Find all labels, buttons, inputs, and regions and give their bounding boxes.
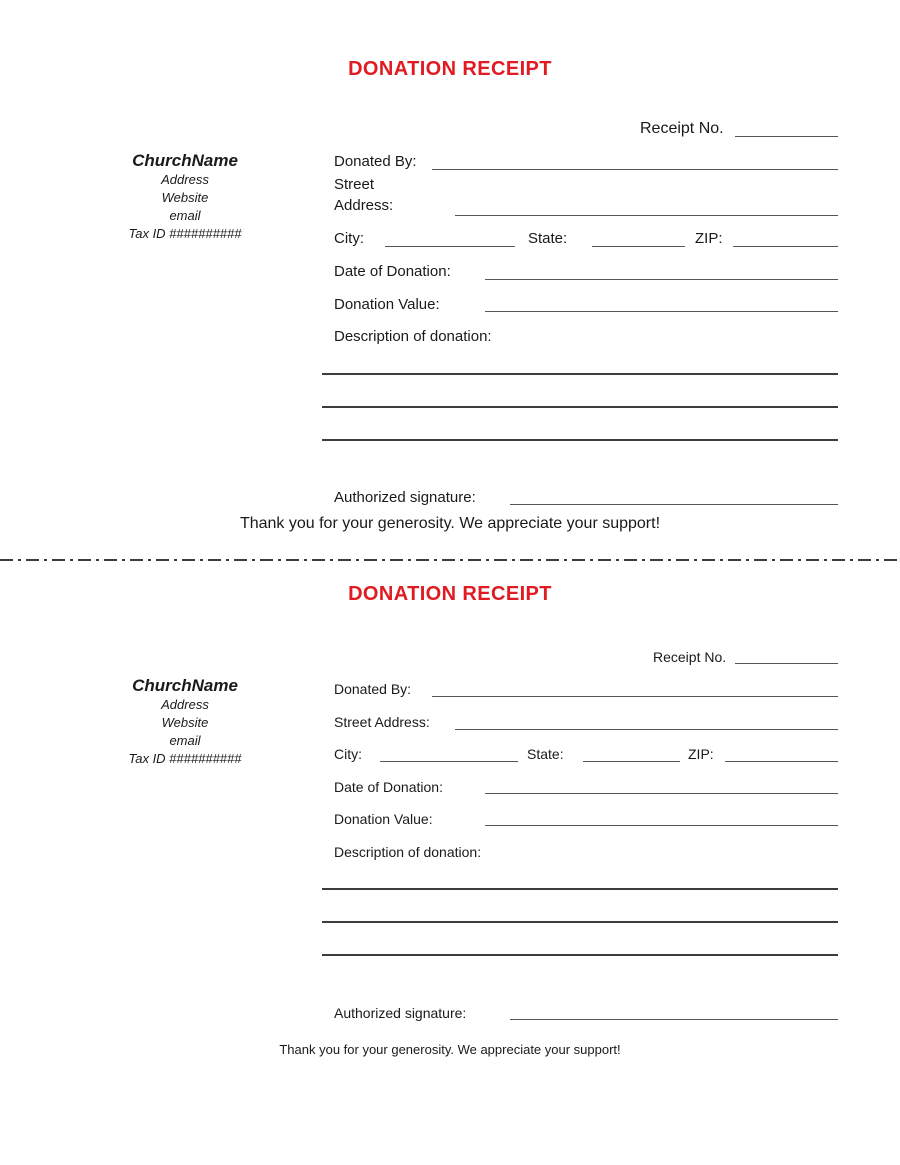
church-address: Address	[161, 697, 209, 712]
donated-by-field[interactable]	[432, 696, 838, 697]
state-field[interactable]	[592, 246, 685, 247]
description-line-1[interactable]	[322, 373, 838, 375]
donation-value-label: Donation Value:	[334, 811, 433, 827]
church-website: Website	[161, 715, 209, 730]
street-address-field[interactable]	[455, 215, 838, 216]
date-of-donation-field[interactable]	[485, 279, 838, 280]
donated-by-label: Donated By:	[334, 153, 417, 170]
zip-field[interactable]	[725, 761, 838, 762]
description-label: Description of donation:	[334, 328, 492, 345]
receipt-no-label: Receipt No.	[640, 120, 724, 137]
thank-you-text: Thank you for your generosity. We appreciate your support!	[279, 1042, 621, 1057]
cut-line-divider	[0, 559, 900, 561]
authorized-signature-field[interactable]	[510, 1019, 838, 1020]
donated-by-field[interactable]	[432, 169, 838, 170]
zip-field[interactable]	[733, 246, 838, 247]
church-info-block	[95, 151, 275, 243]
street-address-label: Street Address:	[334, 176, 394, 214]
authorized-signature-label: Authorized signature:	[334, 489, 476, 506]
church-tax-id: Tax ID ##########	[128, 226, 242, 241]
street-address-label: Street Address:	[334, 714, 430, 730]
authorized-signature-label: Authorized signature:	[334, 1005, 467, 1021]
authorized-signature-field[interactable]	[510, 504, 838, 505]
zip-label: ZIP:	[695, 230, 723, 247]
receipt-no-field[interactable]	[735, 136, 838, 137]
receipt-no-label: Receipt No.	[653, 649, 727, 665]
thank-you-text: Thank you for your generosity. We appreciate your support!	[239, 515, 661, 532]
city-field[interactable]	[385, 246, 515, 247]
city-label: City:	[334, 230, 364, 247]
description-line-3[interactable]	[322, 954, 838, 956]
zip-label: ZIP:	[688, 746, 714, 762]
receipt-title: DONATION RECEIPT	[348, 583, 552, 605]
date-of-donation-field[interactable]	[485, 793, 838, 794]
church-address: Address	[161, 172, 209, 187]
receipt-no-field[interactable]	[735, 663, 838, 664]
date-of-donation-label: Date of Donation:	[334, 263, 451, 280]
church-email: email	[169, 208, 201, 223]
donated-by-label: Donated By:	[334, 681, 412, 697]
description-line-1[interactable]	[322, 888, 838, 890]
city-field[interactable]	[380, 761, 518, 762]
description-line-2[interactable]	[322, 921, 838, 923]
donation-value-field[interactable]	[485, 825, 838, 826]
state-field[interactable]	[583, 761, 680, 762]
church-tax-id: Tax ID ##########	[128, 751, 242, 766]
city-label: City:	[334, 746, 362, 762]
church-info-block	[95, 676, 275, 768]
church-website: Website	[161, 190, 209, 205]
church-email: email	[169, 733, 201, 748]
state-label: State:	[527, 746, 564, 762]
date-of-donation-label: Date of Donation:	[334, 779, 443, 795]
receipt-title: DONATION RECEIPT	[348, 58, 552, 80]
description-line-2[interactable]	[322, 406, 838, 408]
street-address-field[interactable]	[455, 729, 838, 730]
donation-value-label: Donation Value:	[334, 296, 440, 313]
description-label: Description of donation:	[334, 844, 482, 860]
church-name: ChurchName	[132, 676, 238, 695]
description-line-3[interactable]	[322, 439, 838, 441]
state-label: State:	[528, 230, 568, 247]
church-name: ChurchName	[132, 151, 238, 170]
donation-value-field[interactable]	[485, 311, 838, 312]
